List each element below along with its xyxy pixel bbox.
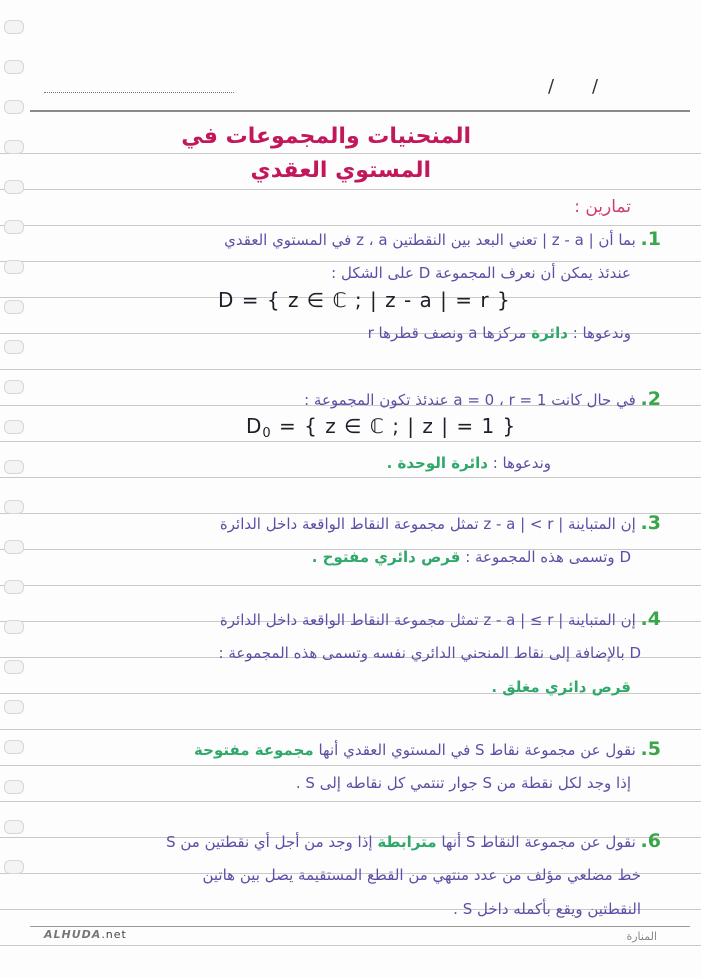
term-circle: دائرة <box>531 324 568 342</box>
item-number: 6. <box>640 830 661 852</box>
formula-part: D <box>246 414 263 438</box>
item-text: إن المتباينة | z - a | < r تمثل مجموعة النقاط الواقعة داخل الدائرة <box>219 515 636 533</box>
binder-hole <box>4 860 24 874</box>
item-3-line-1 <box>220 512 661 535</box>
page-title: المنحنيات والمجموعات في <box>181 124 471 149</box>
set-D0-formula <box>246 414 516 441</box>
binder-hole <box>4 100 24 114</box>
item-4-line-3 <box>491 676 631 698</box>
logo-text: ALHUDA <box>44 928 102 941</box>
item-5-line-1 <box>194 738 661 761</box>
set-D-formula: D = { z ∈ ℂ ; | z - a | = r } <box>218 288 511 312</box>
logo-suffix: .net <box>101 928 127 941</box>
item-text: مركزها a ونصف قطرها r <box>367 324 527 342</box>
item-number: 1. <box>640 228 661 250</box>
binder-hole <box>4 740 24 754</box>
item-4-line-2: D بالإضافة إلى نقاط المنحني الدائري نفسه وتسمى هذه المجموعة : <box>218 644 641 662</box>
page-subtitle: المستوي العقدي <box>250 158 431 183</box>
binder-hole <box>4 380 24 394</box>
date-slash: / <box>592 76 599 97</box>
term-connected: مترابطة <box>377 833 437 851</box>
item-6-line-3: النقطتين ويقع بأكمله داخل S . <box>453 900 641 918</box>
exercises-heading: تمارين : <box>574 197 631 217</box>
item-text: D وتسمى هذه المجموعة : <box>465 548 631 566</box>
item-2-line-1 <box>304 388 661 411</box>
publisher-stamp: المنارة <box>626 930 657 943</box>
binder-hole <box>4 140 24 154</box>
header-rule <box>30 110 690 112</box>
binder-hole <box>4 220 24 234</box>
binder-hole <box>4 500 24 514</box>
item-number: 2. <box>640 388 661 410</box>
binder-hole <box>4 460 24 474</box>
item-number: 3. <box>640 512 661 534</box>
binder-hole <box>4 620 24 634</box>
item-3-line-2 <box>312 546 631 568</box>
item-4-line-1 <box>220 608 661 631</box>
binder-hole <box>4 820 24 834</box>
item-5-line-2: إذا وجد لكل نقطة من S جوار تنتمي كل نقاطه إلى S . <box>295 774 631 792</box>
binder-hole <box>4 300 24 314</box>
item-6-line-2: خط مضلعي مؤلف من عدد منتهي من القطع المستقيمة يصل بين هاتين <box>202 866 641 884</box>
binder-hole <box>4 580 24 594</box>
term-open-disk: قرص دائري مفتوح . <box>311 548 461 566</box>
formula-part: = { z ∈ ℂ ; | z | = 1 } <box>271 414 517 438</box>
item-text: بما أن | z - a | تعني البعد بين النقطتين z ، a في المستوي العقدي <box>224 231 636 249</box>
binder-hole <box>4 340 24 354</box>
formula-subscript: 0 <box>262 426 272 441</box>
binder-hole <box>4 420 24 434</box>
item-1-line-2: عندئذ يمكن أن نعرف المجموعة D على الشكل : <box>331 264 631 282</box>
term-closed-disk: قرص دائري مغلق . <box>491 678 631 696</box>
item-1-line-3 <box>368 322 631 344</box>
term-unit-circle: دائرة الوحدة . <box>386 454 488 472</box>
footer-rule <box>30 926 690 927</box>
binder-holes <box>4 20 26 920</box>
item-number: 5. <box>640 738 661 760</box>
item-text: وندعوها : <box>492 454 551 472</box>
binder-hole <box>4 180 24 194</box>
site-logo <box>44 928 127 941</box>
item-2-line-2 <box>387 452 551 474</box>
item-text: وندعوها : <box>572 324 631 342</box>
binder-hole <box>4 780 24 794</box>
term-open-set: مجموعة مفتوحة <box>194 741 314 759</box>
item-text: إن المتباينة | z - a | ≤ r تمثل مجموعة النقاط الواقعة داخل الدائرة <box>219 611 636 629</box>
binder-hole <box>4 660 24 674</box>
binder-hole <box>4 260 24 274</box>
date-slash: / <box>548 76 555 97</box>
item-text: نقول عن مجموعة النقاط S أنها <box>441 833 636 851</box>
binder-hole <box>4 20 24 34</box>
item-6-line-1 <box>166 830 661 853</box>
binder-hole <box>4 700 24 714</box>
item-text: نقول عن مجموعة نقاط S في المستوي العقدي أنها <box>318 741 636 759</box>
binder-hole <box>4 540 24 554</box>
binder-hole <box>4 60 24 74</box>
item-text: في حال كانت a = 0 ، r = 1 عندئذ تكون المجموعة : <box>304 391 636 409</box>
item-text: إذا وجد من أجل أي نقطتين من S <box>166 833 373 851</box>
item-1-line-1 <box>224 228 661 251</box>
item-number: 4. <box>640 608 661 630</box>
date-line <box>44 92 234 93</box>
